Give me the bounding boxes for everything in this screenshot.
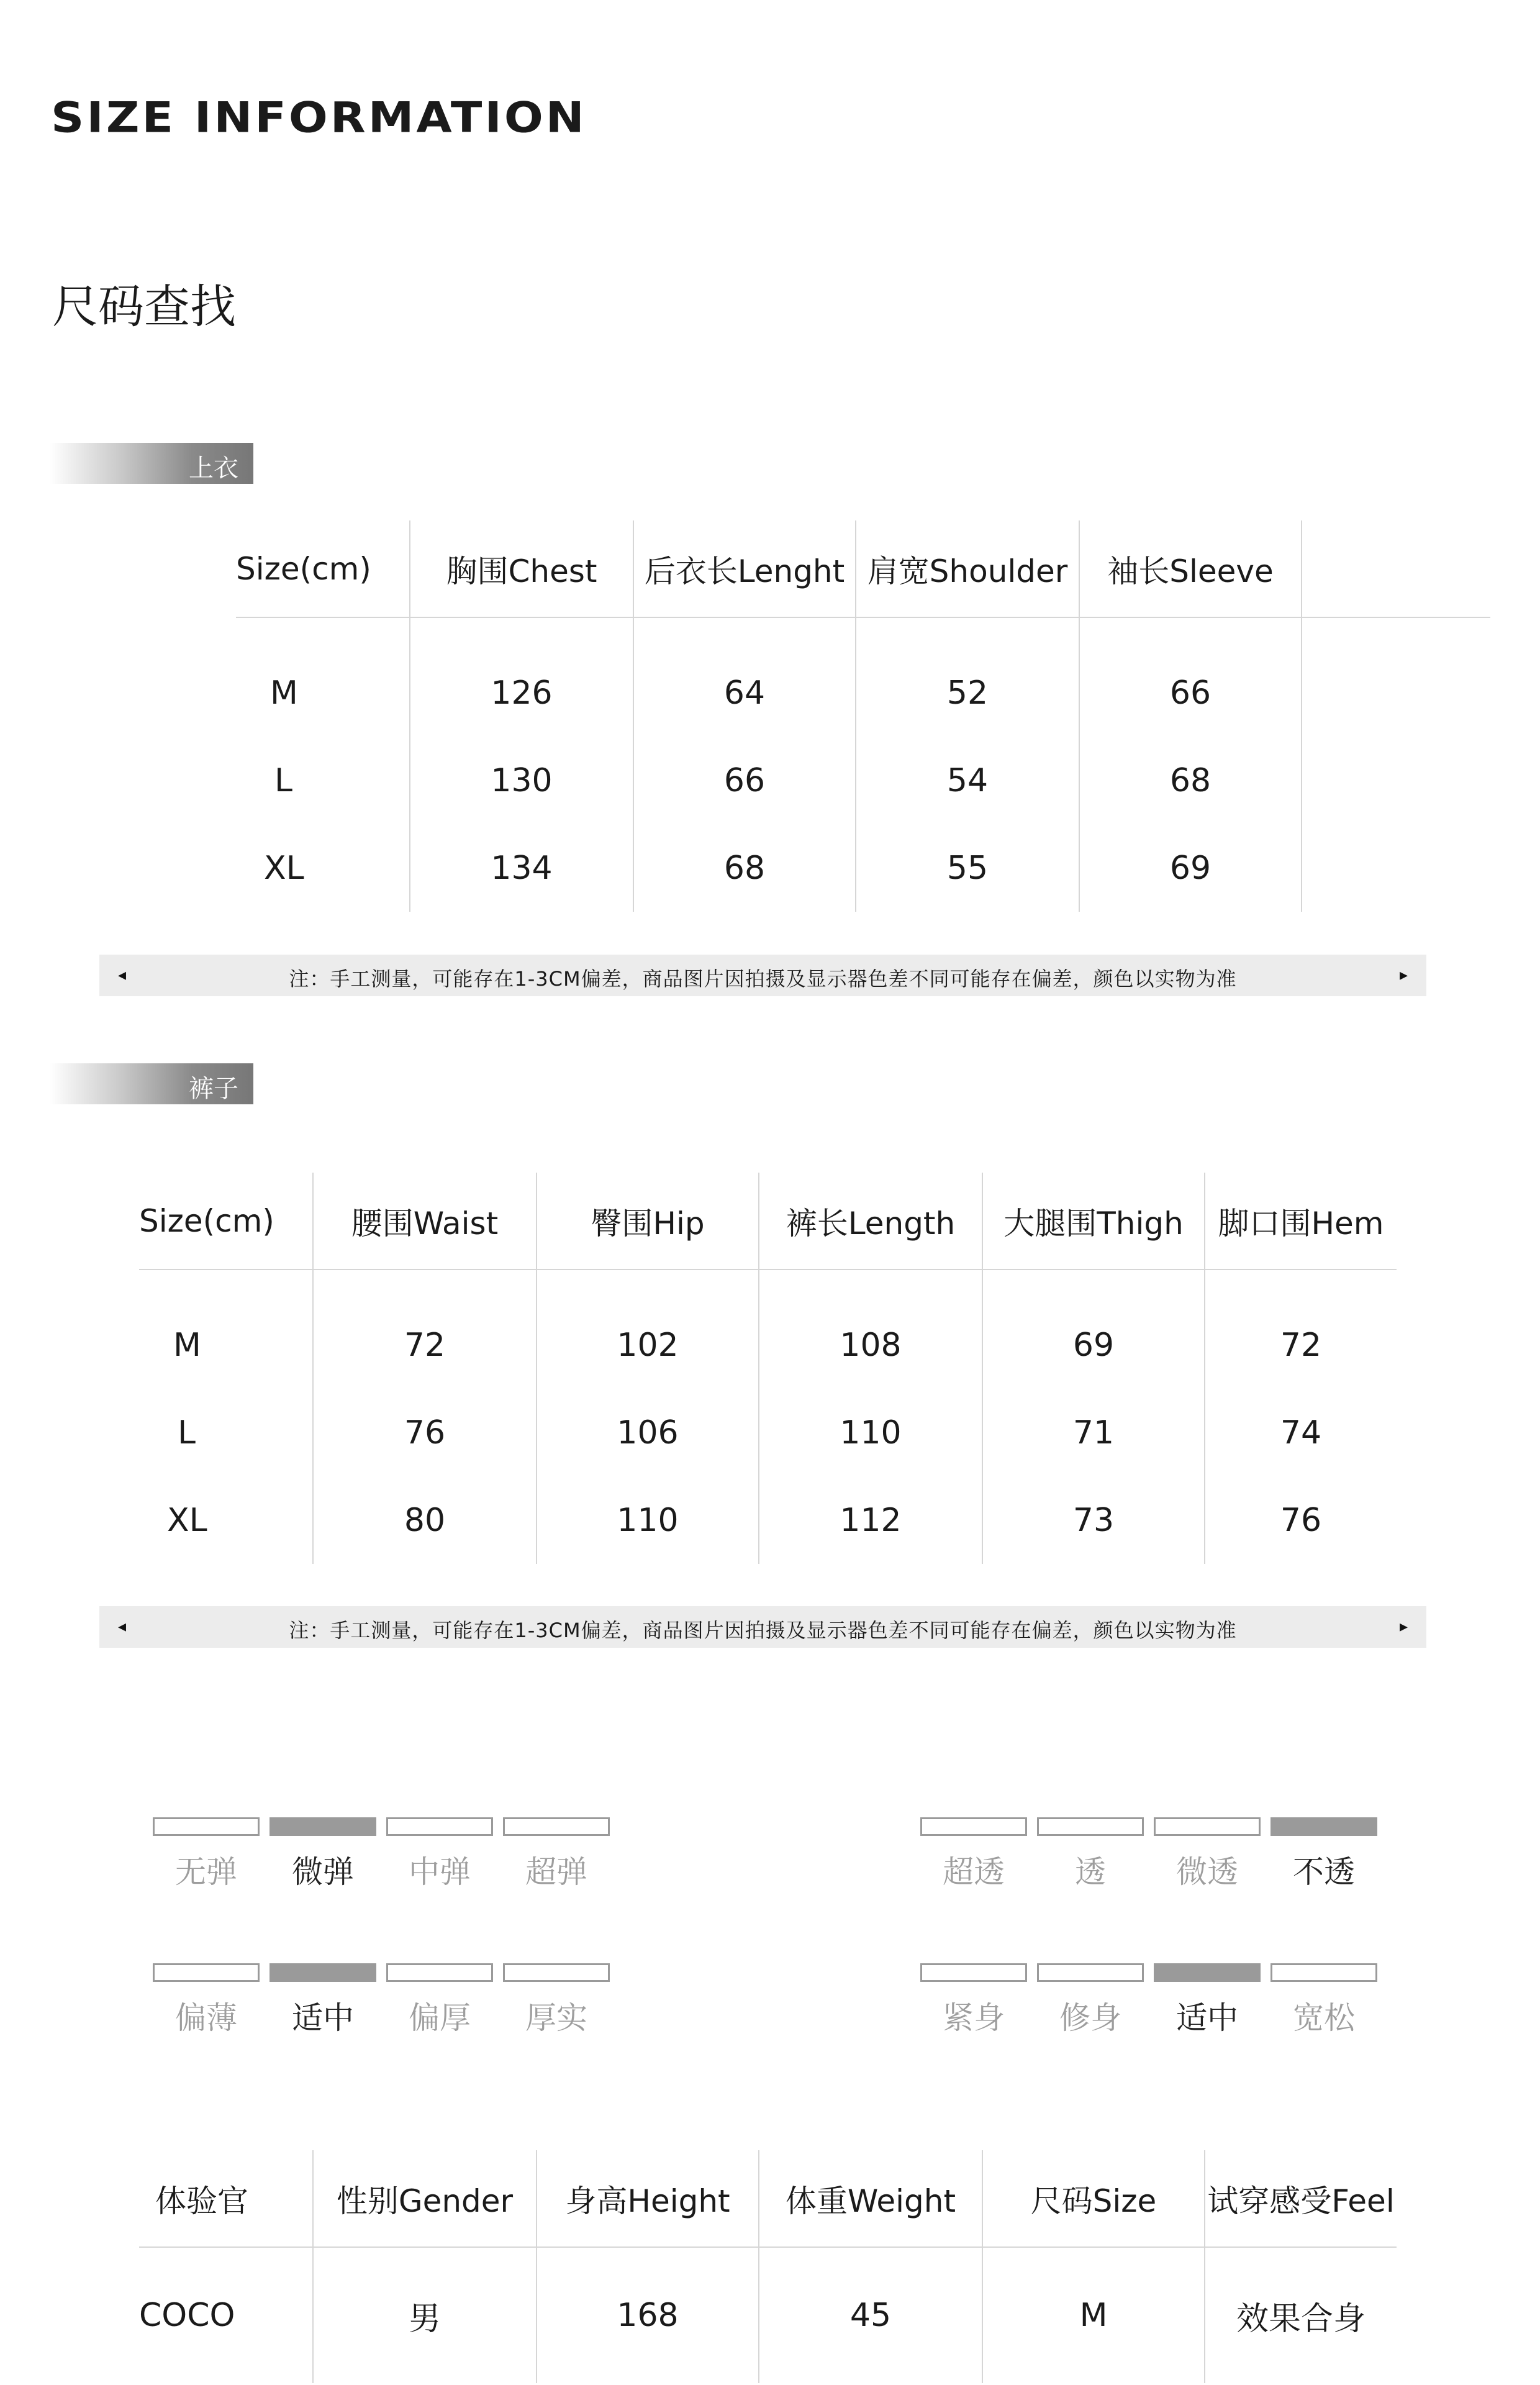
table-row — [139, 1301, 1397, 1389]
table-header-row — [139, 2150, 1397, 2247]
column-header: 后衣长Lenght — [633, 520, 856, 617]
table-row — [236, 737, 1490, 824]
scale-bar — [920, 1963, 1027, 1982]
section-tag-tops — [50, 443, 253, 484]
tester-table — [139, 2150, 1397, 2383]
table-cell: 45 — [759, 2247, 982, 2383]
column-header: 腰围Waist — [313, 1173, 537, 1270]
table-cell: 130 — [410, 737, 633, 824]
table-cell: 102 — [537, 1301, 759, 1389]
scale-option: 偏薄 — [175, 2000, 237, 2036]
scale-bar — [386, 1963, 493, 1982]
table-cell: 80 — [313, 1476, 537, 1564]
column-header: 体验官 — [139, 2150, 313, 2247]
column-header: 试穿感受Feel — [1205, 2150, 1397, 2247]
column-header: Size(cm) — [236, 520, 410, 617]
table-cell: 72 — [1280, 1326, 1322, 1364]
scale-bar — [1270, 1817, 1377, 1836]
column-header: 袖长Sleeve — [1079, 520, 1302, 617]
column-header: 胸围Chest — [410, 520, 633, 617]
table-cell: 66 — [633, 737, 856, 824]
table-cell: 134 — [410, 824, 633, 912]
scale-bar — [503, 1817, 610, 1836]
table-cell: 64 — [633, 649, 856, 737]
table-cell: 69 — [982, 1301, 1205, 1389]
scale-option: 厚实 — [525, 2000, 587, 2036]
scale-bar — [153, 1963, 260, 1982]
table-cell: M — [236, 649, 410, 737]
scale-option: 微透 — [1176, 1854, 1238, 1890]
scale-bar — [503, 1963, 610, 1982]
table-cell: 71 — [982, 1389, 1205, 1476]
column-header: 肩宽Shoulder — [856, 520, 1079, 617]
table-cell: 54 — [856, 737, 1079, 824]
table-cell: 55 — [856, 824, 1079, 912]
size-lookup-heading: 尺码查找 — [52, 280, 236, 334]
section-tag-pants — [50, 1063, 253, 1104]
table-cell: 52 — [856, 649, 1079, 737]
column-header: 大腿围Thigh — [982, 1173, 1205, 1270]
scale-option: 宽松 — [1293, 2000, 1355, 2036]
scroll-left-arrow-icon[interactable]: ◂ — [118, 1617, 127, 1636]
table-cell: 66 — [1079, 649, 1302, 737]
table-cell: L — [236, 737, 410, 824]
table-cell: 68 — [633, 824, 856, 912]
measurement-note-bar — [99, 1606, 1426, 1648]
scale-bar — [153, 1817, 260, 1836]
scroll-left-arrow-icon[interactable]: ◂ — [118, 966, 127, 984]
table-cell: 69 — [1079, 824, 1302, 912]
table-row — [236, 649, 1490, 737]
table-cell: 168 — [537, 2247, 759, 2383]
column-header: Size(cm) — [139, 1173, 313, 1270]
table-row — [139, 2247, 1397, 2383]
scale-option: 微弹 — [292, 1854, 354, 1890]
column-header: 裤长Length — [759, 1173, 982, 1270]
section-tag-label: 上衣 — [189, 454, 238, 483]
scale-option: 适中 — [1176, 2000, 1238, 2036]
scroll-right-arrow-icon[interactable]: ▸ — [1399, 1617, 1408, 1636]
scale-option: 修身 — [1059, 2000, 1121, 2036]
table-row — [139, 1476, 1397, 1564]
column-header: 性别Gender — [313, 2150, 537, 2247]
scale-bar — [270, 1817, 376, 1836]
scale-bar — [1037, 1963, 1144, 1982]
scale-option: 超弹 — [525, 1854, 587, 1890]
scale-bar — [1037, 1817, 1144, 1836]
table-cell: 110 — [537, 1476, 759, 1564]
measurement-note-text: 注：手工测量，可能存在1-3CM偏差，商品图片因拍摄及显示器色差不同可能存在偏差，颜色以实物为准 — [289, 967, 1237, 991]
scale-option: 偏厚 — [409, 2000, 471, 2036]
scroll-right-arrow-icon[interactable]: ▸ — [1399, 966, 1408, 984]
table-cell: M — [982, 2247, 1205, 2383]
table-cell: 男 — [313, 2247, 537, 2383]
scale-bar — [1154, 1817, 1261, 1836]
table-cell: 76 — [313, 1389, 537, 1476]
table-cell: 73 — [982, 1476, 1205, 1564]
scale-bar — [1270, 1963, 1377, 1982]
scale-bar — [270, 1963, 376, 1982]
scale-bar — [1154, 1963, 1261, 1982]
column-header: 体重Weight — [759, 2150, 982, 2247]
table-cell: 110 — [759, 1389, 982, 1476]
tops-size-table — [236, 520, 1490, 912]
section-tag-label: 裤子 — [189, 1074, 238, 1103]
table-cell: COCO — [139, 2247, 313, 2383]
table-cell: 108 — [759, 1301, 982, 1389]
scale-bar — [386, 1817, 493, 1836]
table-cell: XL — [139, 1476, 313, 1564]
table-row — [236, 824, 1490, 912]
table-row — [139, 1389, 1397, 1476]
table-header-row — [236, 520, 1490, 617]
table-cell: 74 — [1280, 1414, 1322, 1451]
scale-bar — [920, 1817, 1027, 1836]
column-header: 脚口围Hem — [1205, 1173, 1397, 1270]
scale-option: 超透 — [943, 1854, 1005, 1890]
table-cell: 126 — [410, 649, 633, 737]
table-cell: 72 — [313, 1301, 537, 1389]
page-title: SIZE INFORMATION — [51, 93, 587, 143]
scale-option: 紧身 — [943, 2000, 1005, 2036]
table-cell: 112 — [759, 1476, 982, 1564]
column-header: 尺码Size — [982, 2150, 1205, 2247]
measurement-note-text: 注：手工测量，可能存在1-3CM偏差，商品图片因拍摄及显示器色差不同可能存在偏差，颜色以实物为准 — [289, 1619, 1237, 1642]
table-cell: L — [139, 1389, 313, 1476]
column-header: 身高Height — [537, 2150, 759, 2247]
table-cell: XL — [236, 824, 410, 912]
table-cell: 68 — [1079, 737, 1302, 824]
table-header-row — [139, 1173, 1397, 1270]
scale-option: 不透 — [1293, 1854, 1355, 1890]
scale-option: 无弹 — [175, 1854, 237, 1890]
scale-option: 透 — [1075, 1854, 1106, 1890]
column-header: 臀围Hip — [537, 1173, 759, 1270]
table-cell: M — [139, 1301, 313, 1389]
scale-option: 适中 — [292, 2000, 354, 2036]
table-cell: 76 — [1280, 1501, 1322, 1539]
table-cell: 106 — [537, 1389, 759, 1476]
measurement-note-bar — [99, 955, 1426, 996]
scale-option: 中弹 — [409, 1854, 471, 1890]
pants-size-table — [139, 1173, 1397, 1564]
table-cell: 效果合身 — [1236, 2300, 1366, 2338]
